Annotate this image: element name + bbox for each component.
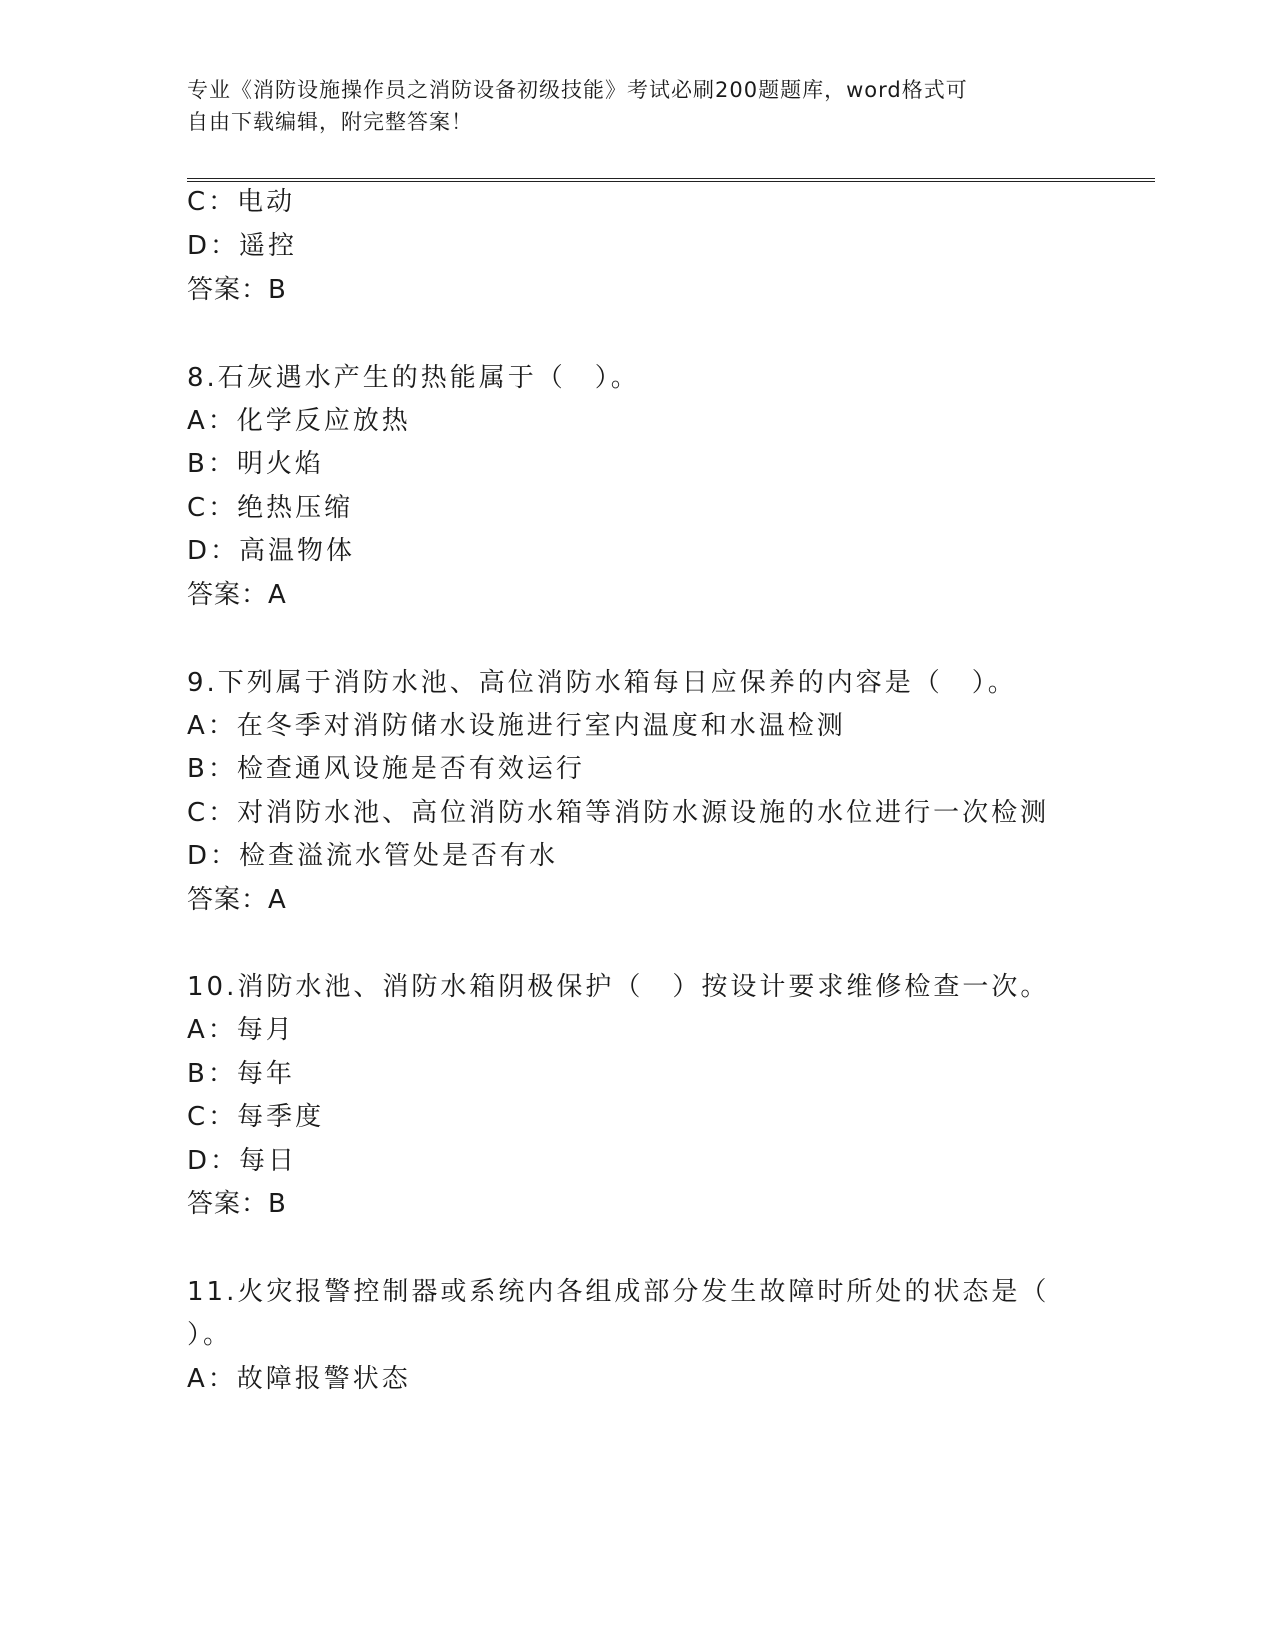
answer-line: 答案：B [187, 275, 287, 305]
option-d: D：遥控 [187, 231, 298, 261]
header-divider [187, 178, 1155, 182]
question-10: 10.消防水池、消防水箱阴极保护（ ）按设计要求维修检查一次。 [187, 972, 1050, 1002]
option-a: A：化学反应放热 [187, 406, 411, 436]
document-header [187, 74, 1067, 138]
option-c: C：电动 [187, 187, 296, 217]
option-b: B：检查通风设施是否有效运行 [187, 754, 585, 784]
option-c: C：对消防水池、高位消防水箱等消防水源设施的水位进行一次检测 [187, 798, 1050, 828]
answer-line: 答案：B [187, 1189, 287, 1219]
option-d: D：检查溢流水管处是否有水 [187, 841, 559, 871]
option-b: B：明火焰 [187, 449, 324, 479]
option-d: D：每日 [187, 1146, 298, 1176]
option-d: D：高温物体 [187, 536, 356, 566]
answer-line: 答案：A [187, 580, 287, 610]
question-11-continuation: ）。 [187, 1320, 233, 1350]
option-c: C：每季度 [187, 1102, 325, 1132]
option-b: B：每年 [187, 1059, 295, 1089]
header-line-1: 专业《消防设施操作员之消防设备初级技能》考试必刷200题题库，word格式可 [187, 78, 968, 102]
option-c: C：绝热压缩 [187, 493, 354, 523]
question-9: 9.下列属于消防水池、高位消防水箱每日应保养的内容是（ ）。 [187, 668, 1017, 698]
option-a: A：每月 [187, 1015, 295, 1045]
question-11: 11.火灾报警控制器或系统内各组成部分发生故障时所处的状态是（ [187, 1277, 1050, 1307]
option-a: A：故障报警状态 [187, 1364, 411, 1394]
question-8: 8.石灰遇水产生的热能属于（ ）。 [187, 363, 640, 393]
option-a: A：在冬季对消防储水设施进行室内温度和水温检测 [187, 711, 846, 741]
header-line-2: 自由下载编辑，附完整答案！ [187, 110, 473, 134]
answer-line: 答案：A [187, 885, 287, 915]
